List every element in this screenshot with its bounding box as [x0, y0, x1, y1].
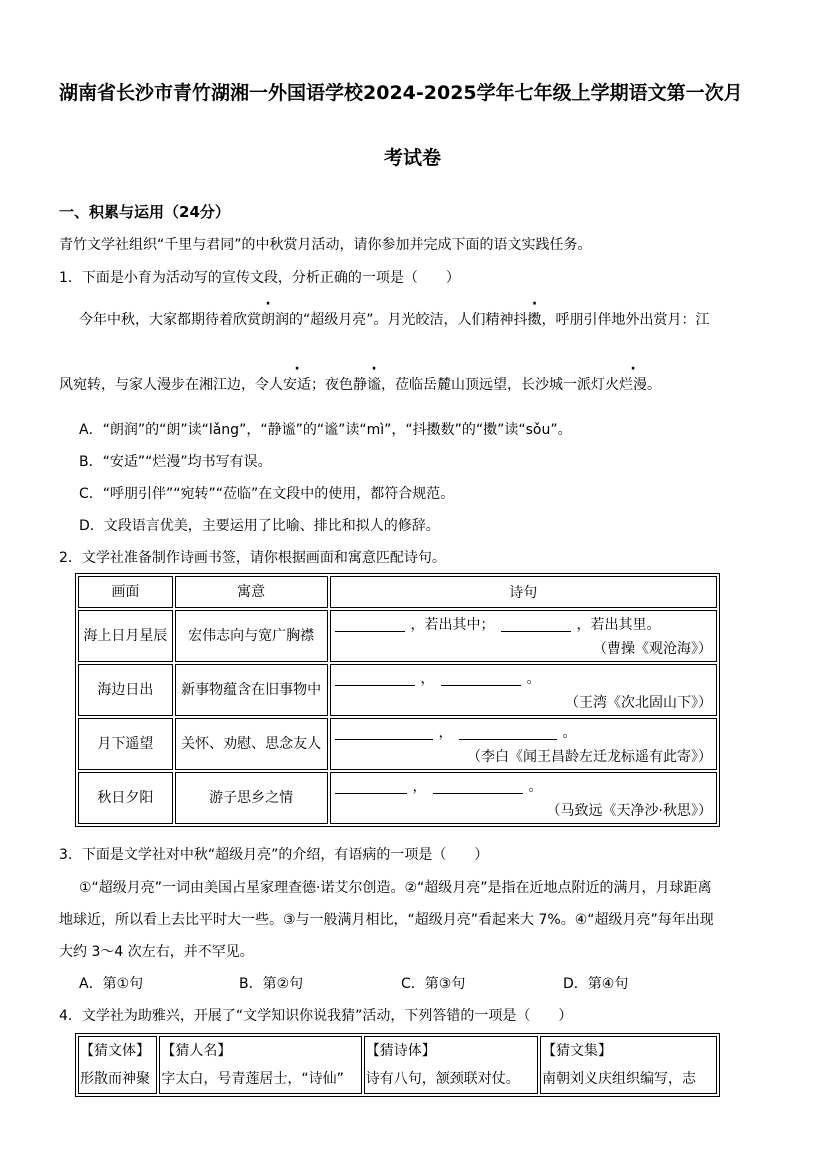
q3-passage-line1: ①“超级月亮”一词由美国占星家理查德·诺艾尔创造。②“超级月亮”是指在近地点附近的满月，月球距离 [79, 880, 712, 896]
verse-cell [330, 772, 717, 824]
guess-body: 形散而神聚 [80, 1071, 150, 1087]
q1-text: 。 [647, 377, 661, 393]
table-row [78, 772, 717, 824]
meaning-cell: 新事物蕴含在旧事物中 [175, 664, 328, 716]
guess-body: 诗有八句，颔颈联对仗。 [365, 1071, 520, 1087]
header-meaning: 寓意 [175, 576, 328, 608]
table-row [78, 1036, 717, 1094]
meaning-cell: 游子思乡之情 [175, 772, 328, 824]
guess-cell [159, 1036, 361, 1094]
verse-separator: ，若出其中； [410, 617, 495, 633]
q1-text: ，呼朋引伴地外出赏月：江 [541, 312, 710, 328]
guess-cell [540, 1036, 717, 1094]
verse-source: （王湾《次北固山下》） [565, 695, 712, 711]
guess-cell [78, 1036, 157, 1094]
q1-text: ；夜色静 [311, 377, 367, 393]
verse-separator: ， [412, 779, 427, 795]
verse-separator: 。 [562, 725, 577, 741]
dotted-char: 烂漫 [619, 377, 647, 393]
q1-stem: 1．下面是小育为活动写的宣传文段，分析正确的一项是（ ） [59, 270, 460, 286]
q1-text: 今年中秋，大家都期待着欣赏 [79, 312, 261, 328]
answer-blank[interactable] [459, 725, 557, 740]
table-row [78, 664, 717, 716]
q1-option-a: A．“朗润”的“朗”读“lǎng”，“静谧”的“谧”读“mì”，“抖擞数”的“擞”读“sǒu”。 [79, 422, 572, 438]
q1-option-b: B．“安适”“烂漫”均书写有误。 [79, 454, 272, 470]
q3-option-b: B．第②句 [239, 976, 304, 992]
dotted-char: 安适 [283, 377, 311, 393]
exam-title-line1: 湖南省长沙市青竹湖湘一外国语学校2024-2025学年七年级上学期语文第一次月 [59, 82, 743, 104]
verse-separator: 。 [526, 671, 541, 687]
guess-head: 【猜文体】 [80, 1043, 150, 1059]
meaning-cell: 宏伟志向与宽广胸襟 [175, 610, 328, 662]
table-row [78, 718, 717, 770]
verse-source: （马致远《天净沙·秋思》） [546, 803, 712, 819]
meaning-cell: 关怀、劝慰、思念友人 [175, 718, 328, 770]
q1-text: 润的“超级月亮”。月光皎洁，人们精神抖 [275, 312, 528, 328]
scene-cell: 秋日夕阳 [78, 772, 173, 824]
q1-option-c: C．“呼朋引伴”“宛转”“莅临”在文段中的使用，都符合规范。 [79, 486, 455, 502]
guess-table [75, 1033, 720, 1097]
answer-blank[interactable] [335, 725, 433, 740]
guess-head: 【猜文集】 [542, 1043, 612, 1059]
verse-cell [330, 610, 717, 662]
guess-cell [364, 1036, 538, 1094]
verse-source: （曹操《观沧海》） [593, 641, 712, 657]
q3-passage-line2: 地球近，所以看上去比平时大一些。③与一般满月相比，“超级月亮”看起来大 7%。④“超级月亮”每年出现 [59, 912, 714, 928]
exam-title-line2: 考试卷 [384, 147, 442, 169]
q3-stem: 3．下面是文学社对中秋“超级月亮”的介绍，有语病的一项是（ ） [59, 847, 489, 863]
dotted-char: 谧 [367, 377, 381, 393]
answer-blank[interactable] [501, 617, 571, 632]
q2-stem: 2．文学社准备制作诗画书签，请你根据画面和寓意匹配诗句。 [59, 550, 446, 566]
guess-body: 南朝刘义庆组织编写，志 [542, 1071, 696, 1087]
answer-blank[interactable] [335, 617, 405, 632]
q1-option-d: D．文段语言优美，主要运用了比喻、排比和拟人的修辞。 [79, 518, 440, 534]
q3-option-d: D．第④句 [563, 976, 629, 992]
table-row [78, 610, 717, 662]
header-scene: 画面 [78, 576, 173, 608]
dotted-char: 擞 [527, 312, 542, 328]
guess-head: 【猜人名】 [161, 1043, 232, 1059]
header-verse: 诗句 [330, 576, 717, 608]
guess-body: 字太白，号青莲居士，“诗仙” [161, 1071, 344, 1087]
verse-source: （李白《闻王昌龄左迁龙标遥有此寄》） [467, 749, 712, 765]
poem-table [75, 573, 720, 827]
q1-text: 风宛转，与家人漫步在湘江边，令人 [59, 377, 283, 393]
q3-passage-line3: 大约 3～4 次左右，并不罕见。 [59, 944, 254, 960]
section-intro: 青竹文学社组织“千里与君同”的中秋赏月活动，请你参加并完成下面的语文实践任务。 [59, 237, 592, 253]
section-heading: 一、积累与运用（24分） [59, 203, 230, 221]
verse-separator: ， [438, 725, 453, 741]
table-header-row [78, 576, 717, 608]
verse-separator: ，若出其里。 [576, 617, 661, 633]
guess-head: 【猜诗体】 [365, 1043, 436, 1059]
answer-blank[interactable] [335, 671, 415, 686]
scene-cell: 海边日出 [78, 664, 173, 716]
q1-passage-line1 [79, 309, 710, 329]
q4-stem: 4．文学社为助雅兴，开展了“文学知识你说我猜”活动，下列答错的一项是（ ） [59, 1008, 573, 1024]
scene-cell: 海上日月星辰 [78, 610, 173, 662]
verse-separator: ， [420, 671, 435, 687]
verse-separator: 。 [528, 779, 543, 795]
scene-cell: 月下遥望 [78, 718, 173, 770]
q1-passage-line2 [59, 374, 661, 394]
q3-option-c: C．第③句 [401, 976, 466, 992]
q3-option-a: A．第①句 [79, 976, 144, 992]
q1-text: ，莅临岳麓山顶远望，长沙城一派灯火 [381, 377, 619, 393]
answer-blank[interactable] [335, 779, 407, 794]
dotted-char: 朗 [261, 312, 275, 328]
verse-cell [330, 664, 717, 716]
answer-blank[interactable] [441, 671, 521, 686]
verse-cell [330, 718, 717, 770]
answer-blank[interactable] [433, 779, 523, 794]
